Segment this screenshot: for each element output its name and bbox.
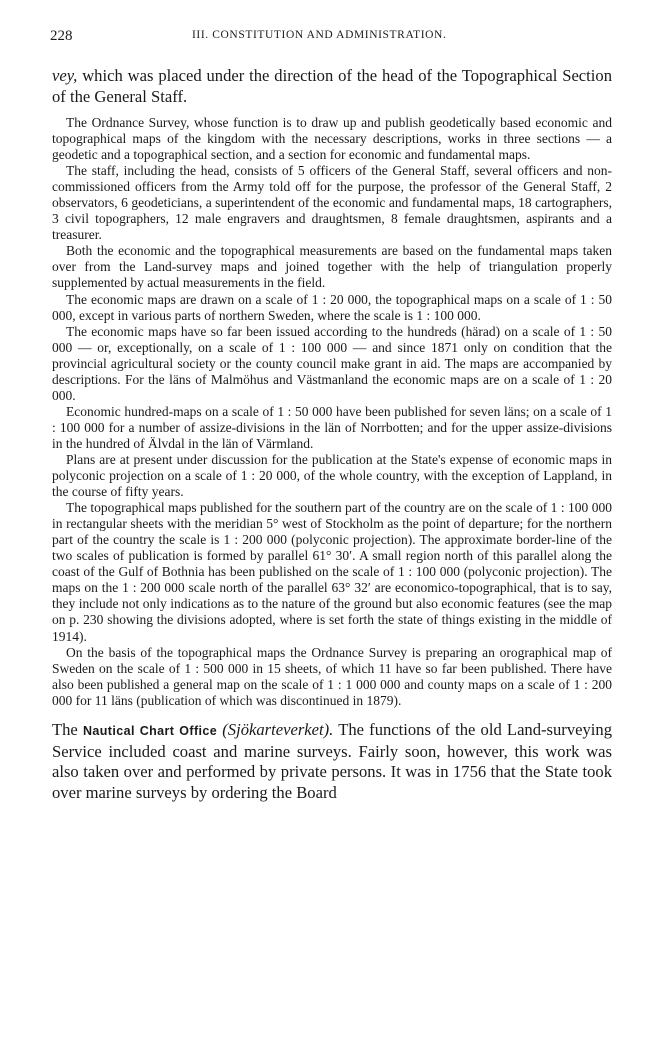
- section-text: The functions of the old Land-surveying Service included coast and marine surveys. Fairly soon, however, this work was also taken over and performed by private persons. It was in 1756 that the State took over marine surveys by ordering the Board: [52, 719, 612, 803]
- paragraph-economic-maps: The economic maps have so far been issued according to the hundreds (härad) on a scale of 1 : 50 000 — or, exceptionally, on a scale of 1 : 100 000 — and since 1871 only on condition that the provincial agricultural society or the county council make grant in aid. The maps are accompanied by descriptions. For the läns of Malmöhus and Västmanland the economic maps are on a scale of 1 : 20 000.: [52, 323, 612, 403]
- paragraph-topographical-maps: The topographical maps published for the southern part of the country are on the scale of 1 : 100 000 in rectangular sheets with the meridian 5° west of Stockholm as the point of departure; for the northern part of the country the scale is 1 : 200 000 (polyconic projection). The approximate border-line of the two scales of publication is formed by parallel 61° 30′. A small region north of this parallel along the coast of the Gulf of Bothnia has been published on the scale of 1 : 100 000 (polyconic projection). The maps on the 1 : 200 000 scale north of the parallel 63° 32′ are economico-topographical, that is to say, they include not only indications as to the nature of the ground but also economic features (see the map on p. 230 showing the divisions adopted, where is set forth the state of things existing in the middle of 1914).: [52, 500, 612, 644]
- section-heading: Nautical Chart Office: [82, 723, 218, 738]
- paragraph-staff: The staff, including the head, consists of 5 officers of the General Staff, several officers and non-commissioned officers from the Army told off for the purpose, the professor of the General Staff, 2 observators, 6 geodeticians, a superintendent of the economic and fundamental maps, 18 cartographers, 3 civil topographers, 12 male engravers and draughtsmen, 8 female draughtsmen, aspirants and a treasurer.: [52, 163, 612, 243]
- paragraph-measurements: Both the economic and the topographical measurements are based on the fundamental maps taken over from the Land-survey maps and joined together with the help of triangulation properly supplemented by actual measurements in the field.: [52, 243, 612, 291]
- paragraph-ordnance-survey: The Ordnance Survey, whose function is to draw up and publish geodetically based economic and topographical maps of the kingdom with the necessary descriptions, works in three sections — a geodetic and a topographical section, and a section for economic and fundamental maps.: [52, 115, 612, 163]
- page: [52, 28, 612, 804]
- body-text: [52, 115, 612, 709]
- paragraph-orographical-map: On the basis of the topographical maps the Ordnance Survey is preparing an orographical map of Sweden on the scale of 1 : 500 000 in 15 sheets, of which 11 have so far been published. There have also been published a general map on the scale of 1 : 1 000 000 and county maps on a scale of 1 : 200 000 for 11 läns (publication of which was discontinued in 1879).: [52, 644, 612, 708]
- lead-italic: vey,: [52, 66, 78, 85]
- paragraph-map-scales: The economic maps are drawn on a scale of 1 : 20 000, the topographical maps on a scale of 1 : 50 000, except in various parts of northern Sweden, where the scale is 1 : 100 000.: [52, 291, 612, 323]
- lead-paragraph: [52, 66, 612, 107]
- lead-text: which was placed under the direction of the head of the Topographical Section of the General Staff.: [52, 66, 612, 106]
- page-number: 228: [50, 28, 73, 44]
- paragraph-plans: Plans are at present under discussion for the publication at the State's expense of economic maps in polyconic projection on a scale of 1 : 20 000, of the whole country, with the exception of Lappland, in the course of fifty years.: [52, 451, 612, 500]
- running-head: III. CONSTITUTION AND ADMINISTRATION.: [192, 29, 447, 41]
- paragraph-hundred-maps: Economic hundred-maps on a scale of 1 : 50 000 have been published for seven läns; on a scale of 1 : 100 000 for a number of assize-divisions in the län of Norrbotten; and for the upper assize-divisions in the hundred of Älvdal in the län of Värmland.: [52, 403, 612, 451]
- section-nautical-chart-office: [52, 720, 612, 804]
- section-italic: (Sjökarteverket).: [217, 719, 334, 739]
- section-lead-in: The: [52, 719, 83, 739]
- page-header: [52, 28, 612, 54]
